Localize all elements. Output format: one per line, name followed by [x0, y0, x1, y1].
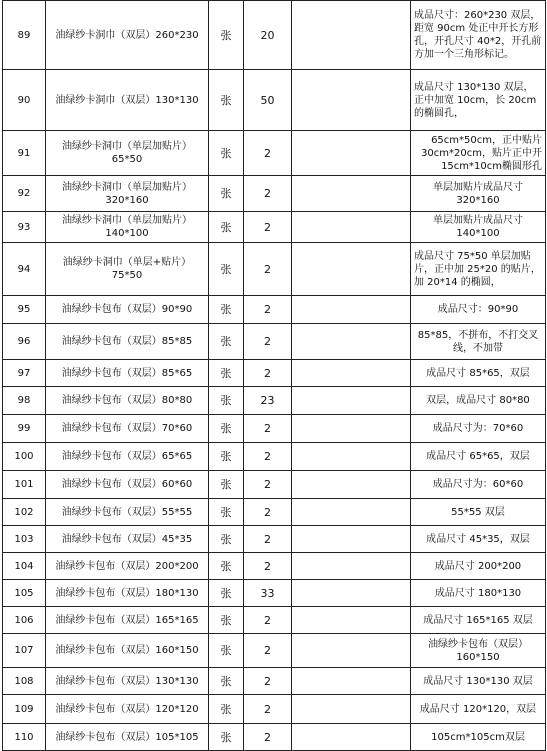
table-row [3, 471, 546, 499]
item-note: 油绿纱卡包布（双层）160*150 [411, 634, 546, 668]
item-note: 成品尺寸 130*130 双层，正中加宽 10cm，长 20cm 的椭圆孔， [411, 70, 546, 131]
item-note: 成品尺寸 165*165 双层 [411, 607, 546, 634]
blank-cell [292, 131, 411, 176]
item-unit: 张 [209, 634, 244, 668]
item-name: 油绿纱卡包布（双层）60*60 [46, 471, 209, 499]
table-row [3, 243, 546, 296]
item-name: 油绿纱卡包布（双层）90*90 [46, 296, 209, 324]
item-name: 油绿纱卡洞巾（单层加贴片）140*100 [46, 212, 209, 243]
blank-cell [292, 634, 411, 668]
item-quantity: 2 [244, 668, 292, 695]
item-note: 成品尺寸 85*65，双层 [411, 360, 546, 387]
row-number: 89 [3, 1, 46, 70]
item-name: 油绿纱卡包布（双层）105*105 [46, 724, 209, 751]
item-quantity: 2 [244, 212, 292, 243]
row-number: 110 [3, 724, 46, 751]
item-unit: 张 [209, 695, 244, 724]
item-quantity: 50 [244, 70, 292, 131]
row-number: 106 [3, 607, 46, 634]
item-name: 油绿纱卡包布（双层）85*65 [46, 360, 209, 387]
table-row [3, 553, 546, 580]
item-quantity: 2 [244, 415, 292, 443]
item-unit: 张 [209, 360, 244, 387]
item-note: 双层，成品尺寸 80*80 [411, 387, 546, 415]
row-number: 95 [3, 296, 46, 324]
item-unit: 张 [209, 296, 244, 324]
item-unit: 张 [209, 499, 244, 526]
item-note: 单层加贴片成品尺寸 320*160 [411, 176, 546, 212]
table-row [3, 387, 546, 415]
row-number: 91 [3, 131, 46, 176]
item-note: 65cm*50cm，正中贴片 30cm*20cm，贴片正中开 15cm*10cm椭圆形孔 [411, 131, 546, 176]
item-note: 成品尺寸为：60*60 [411, 471, 546, 499]
item-note: 成品尺寸 180*130 [411, 580, 546, 607]
item-unit: 张 [209, 70, 244, 131]
item-unit: 张 [209, 580, 244, 607]
row-number: 94 [3, 243, 46, 296]
item-quantity: 2 [244, 607, 292, 634]
blank-cell [292, 296, 411, 324]
item-name: 油绿纱卡洞巾（单层加贴片）65*50 [46, 131, 209, 176]
blank-cell [292, 360, 411, 387]
item-quantity: 2 [244, 553, 292, 580]
item-unit: 张 [209, 668, 244, 695]
blank-cell [292, 526, 411, 553]
item-quantity: 2 [244, 634, 292, 668]
row-number: 100 [3, 443, 46, 471]
blank-cell [292, 212, 411, 243]
blank-cell [292, 499, 411, 526]
row-number: 104 [3, 553, 46, 580]
row-number: 103 [3, 526, 46, 553]
row-number: 108 [3, 668, 46, 695]
item-quantity: 2 [244, 131, 292, 176]
blank-cell [292, 443, 411, 471]
item-note: 55*55 双层 [411, 499, 546, 526]
item-note: 单层加贴片成品尺寸 140*100 [411, 212, 546, 243]
blank-cell [292, 70, 411, 131]
row-number: 101 [3, 471, 46, 499]
item-quantity: 2 [244, 526, 292, 553]
item-note: 成品尺寸：260*230 双层，距宽 90cm 处正中开长方形孔，开孔尺寸 40*2，开孔前方加一个三角形标记。 [411, 1, 546, 70]
blank-cell [292, 324, 411, 360]
item-note: 成品尺寸：90*90 [411, 296, 546, 324]
item-unit: 张 [209, 387, 244, 415]
item-name: 油绿纱卡包布（双层）70*60 [46, 415, 209, 443]
table-row [3, 526, 546, 553]
item-name: 油绿纱卡包布（双层）130*130 [46, 668, 209, 695]
item-quantity: 2 [244, 724, 292, 751]
item-unit: 张 [209, 176, 244, 212]
table-row [3, 1, 546, 70]
table-row [3, 724, 546, 751]
table-row [3, 296, 546, 324]
item-note: 成品尺寸 65*65，双层 [411, 443, 546, 471]
item-note: 成品尺寸为：70*60 [411, 415, 546, 443]
item-unit: 张 [209, 443, 244, 471]
item-name: 油绿纱卡洞巾（双层）260*230 [46, 1, 209, 70]
item-unit: 张 [209, 724, 244, 751]
item-name: 油绿纱卡包布（双层）120*120 [46, 695, 209, 724]
item-note: 105cm*105cm双层 [411, 724, 546, 751]
row-number: 90 [3, 70, 46, 131]
table-row [3, 443, 546, 471]
item-quantity: 2 [244, 695, 292, 724]
item-unit: 张 [209, 212, 244, 243]
blank-cell [292, 695, 411, 724]
table-row [3, 415, 546, 443]
item-name: 油绿纱卡包布（双层）80*80 [46, 387, 209, 415]
table-row [3, 176, 546, 212]
table-row [3, 360, 546, 387]
item-note: 成品尺寸 75*50 单层加贴片，正中加 25*20 的贴片，加 20*14 的椭圆， [411, 243, 546, 296]
row-number: 92 [3, 176, 46, 212]
item-unit: 张 [209, 553, 244, 580]
item-name: 油绿纱卡包布（双层）200*200 [46, 553, 209, 580]
item-name: 油绿纱卡洞巾（单层+贴片）75*50 [46, 243, 209, 296]
item-name: 油绿纱卡包布（双层）180*130 [46, 580, 209, 607]
blank-cell [292, 415, 411, 443]
item-unit: 张 [209, 131, 244, 176]
row-number: 93 [3, 212, 46, 243]
table-row [3, 70, 546, 131]
blank-cell [292, 580, 411, 607]
item-name: 油绿纱卡包布（双层）165*165 [46, 607, 209, 634]
table-row [3, 634, 546, 668]
table-row [3, 499, 546, 526]
item-unit: 张 [209, 607, 244, 634]
item-quantity: 2 [244, 360, 292, 387]
row-number: 96 [3, 324, 46, 360]
item-name: 油绿纱卡包布（双层）45*35 [46, 526, 209, 553]
row-number: 105 [3, 580, 46, 607]
item-unit: 张 [209, 526, 244, 553]
blank-cell [292, 471, 411, 499]
row-number: 98 [3, 387, 46, 415]
table-row [3, 695, 546, 724]
item-name: 油绿纱卡包布（双层）160*150 [46, 634, 209, 668]
item-name: 油绿纱卡包布（双层）55*55 [46, 499, 209, 526]
item-quantity: 33 [244, 580, 292, 607]
blank-cell [292, 668, 411, 695]
item-quantity: 2 [244, 296, 292, 324]
item-quantity: 2 [244, 499, 292, 526]
item-unit: 张 [209, 243, 244, 296]
blank-cell [292, 724, 411, 751]
row-number: 109 [3, 695, 46, 724]
item-quantity: 23 [244, 387, 292, 415]
item-quantity: 2 [244, 176, 292, 212]
item-quantity: 2 [244, 471, 292, 499]
item-unit: 张 [209, 1, 244, 70]
item-table [2, 0, 546, 751]
item-note: 成品尺寸 130*130 双层 [411, 668, 546, 695]
item-unit: 张 [209, 415, 244, 443]
item-quantity: 20 [244, 1, 292, 70]
item-name: 油绿纱卡洞巾（双层）130*130 [46, 70, 209, 131]
row-number: 99 [3, 415, 46, 443]
table-row [3, 607, 546, 634]
blank-cell [292, 553, 411, 580]
blank-cell [292, 243, 411, 296]
table-row [3, 580, 546, 607]
item-unit: 张 [209, 324, 244, 360]
table-row [3, 131, 546, 176]
row-number: 102 [3, 499, 46, 526]
item-name: 油绿纱卡洞巾（单层加贴片）320*160 [46, 176, 209, 212]
blank-cell [292, 607, 411, 634]
item-quantity: 2 [244, 443, 292, 471]
blank-cell [292, 387, 411, 415]
item-note: 85*85，不拼布，不打交叉线，不加带 [411, 324, 546, 360]
blank-cell [292, 1, 411, 70]
item-note: 成品尺寸 200*200 [411, 553, 546, 580]
item-name: 油绿纱卡包布（双层）65*65 [46, 443, 209, 471]
row-number: 107 [3, 634, 46, 668]
table-row [3, 324, 546, 360]
item-note: 成品尺寸 120*120，双层 [411, 695, 546, 724]
table-row [3, 212, 546, 243]
item-quantity: 2 [244, 324, 292, 360]
item-unit: 张 [209, 471, 244, 499]
table-row [3, 668, 546, 695]
item-name: 油绿纱卡包布（双层）85*85 [46, 324, 209, 360]
item-note: 成品尺寸 45*35，双层 [411, 526, 546, 553]
row-number: 97 [3, 360, 46, 387]
item-quantity: 2 [244, 243, 292, 296]
blank-cell [292, 176, 411, 212]
